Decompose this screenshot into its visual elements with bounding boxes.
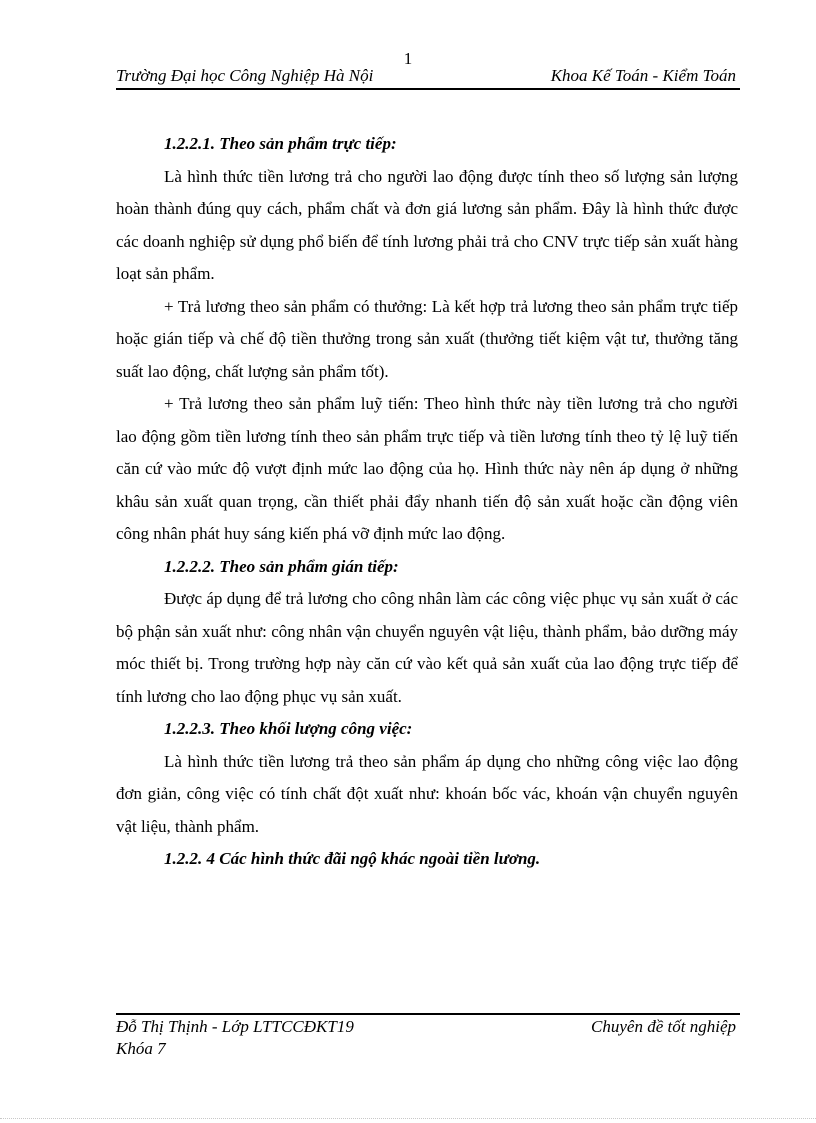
page-footer: [116, 1016, 740, 1060]
footer-author: Đỗ Thị Thịnh - Lớp LTTCCĐKT19: [116, 1017, 354, 1036]
document-body: [116, 128, 738, 876]
page-edge-divider: [0, 1118, 816, 1119]
paragraph: + Trả lương theo sản phẩm luỹ tiến: Theo hình thức này tiền lương trả cho người lao động gồm tiền lương tính theo sản phẩm trực tiếp và tiền lương tính theo tỷ lệ luỹ tiến căn cứ vào mức độ vượt định mức lao động của họ. Hình thức này nên áp dụng ở những khâu sản xuất quan trọng, cần thiết phải đẩy nhanh tiến độ sản xuất hoặc cần động viên công nhân phát huy sáng kiến phá vỡ định mức lao động.: [116, 394, 738, 543]
footer-doc-type: Chuyên đề tốt nghiệp: [591, 1017, 736, 1036]
paragraph: + Trả lương theo sản phẩm có thưởng: Là kết hợp trả lương theo sản phẩm trực tiếp hoặc gián tiếp và chế độ tiền thưởng trong sản xuất (thưởng tiết kiệm vật tư, thưởng tăng suất lao động, chất lượng sản phẩm tốt).: [116, 296, 738, 381]
section-title-1-2-2-1: 1.2.2.1. Theo sản phẩm trực tiếp:: [164, 134, 397, 153]
section-title-1-2-2-3: 1.2.2.3. Theo khối lượng công việc:: [164, 719, 413, 738]
paragraph: Là hình thức tiền lương trả cho người lao động được tính theo số lượng sản lượng hoàn thành đúng quy cách, phẩm chất và đơn giá lương sản phẩm. Đây là hình thức được các doanh nghiệp sử dụng phổ biến để tính lương phải trả cho CNV trực tiếp sản xuất hàng loạt sản phẩm.: [116, 166, 738, 283]
section-title-1-2-2-4: 1.2.2. 4 Các hình thức đãi ngộ khác ngoài tiền lương.: [164, 849, 541, 868]
footer-divider: [116, 1013, 740, 1015]
header-faculty: Khoa Kế Toán - Kiểm Toán: [550, 66, 736, 85]
paragraph: Là hình thức tiền lương trả theo sản phẩm áp dụng cho những công việc lao động đơn giản, công việc có tính chất đột xuất như: khoán bốc vác, khoán vận chuyển nguyên vật liệu, thành phẩm.: [116, 751, 738, 836]
page-header: [116, 66, 740, 90]
section-title-1-2-2-2: 1.2.2.2. Theo sản phẩm gián tiếp:: [164, 556, 399, 576]
paragraph: Được áp dụng để trả lương cho công nhân làm các công việc phục vụ sản xuất ở các bộ phận sản xuất như: công nhân vận chuyển nguyên vật liệu, thành phẩm, bảo dưỡng máy móc thiết bị. Trong trường hợp này căn cứ vào kết quả sản xuất của lao động trực tiếp để tính lương cho lao động phục vụ sản xuất.: [116, 589, 738, 706]
header-school: Trường Đại học Công Nghiệp Hà Nội: [116, 66, 374, 85]
footer-course: Khóa 7: [116, 1039, 166, 1058]
page-number: 1: [403, 49, 413, 68]
